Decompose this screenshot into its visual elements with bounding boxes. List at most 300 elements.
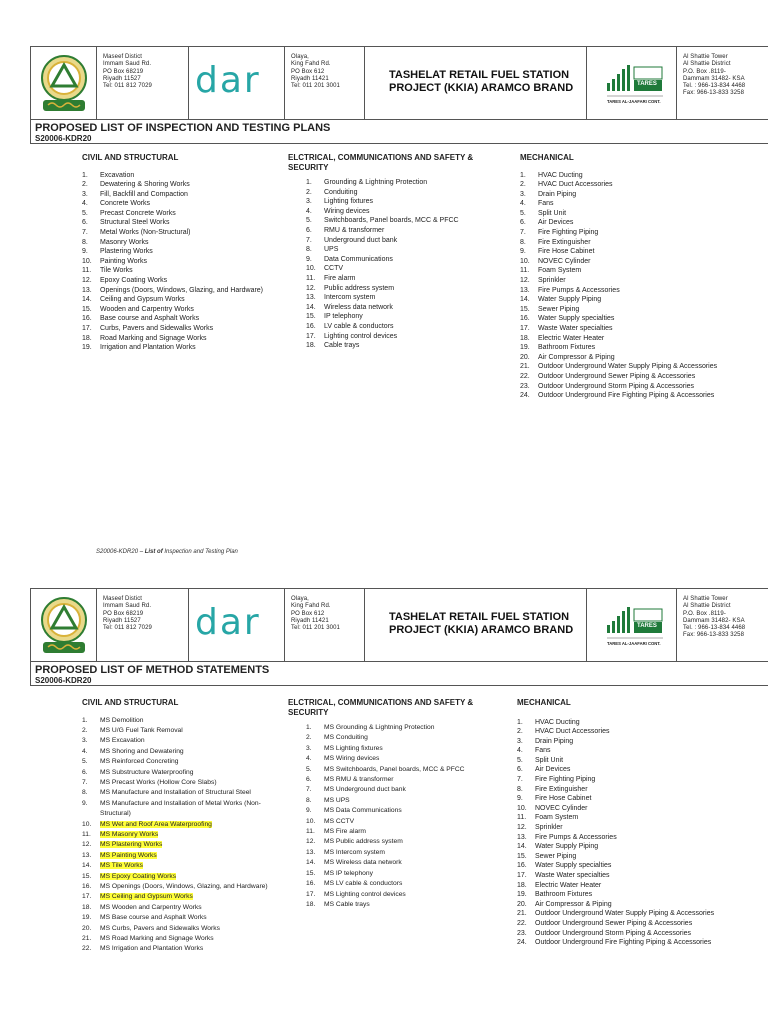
item-text: Painting Works xyxy=(100,257,147,265)
item-text: Fans xyxy=(535,747,551,755)
item-text: Outdoor Underground Fire Fighting Piping & Accessories xyxy=(538,392,715,400)
item-number: 21. xyxy=(520,363,530,371)
address-line: Maseef Distict xyxy=(103,54,143,60)
item-text: LV cable & conductors xyxy=(324,322,394,330)
list-item xyxy=(306,264,498,274)
list-item xyxy=(306,245,498,255)
item-number: 11. xyxy=(517,814,527,822)
list-item xyxy=(82,257,282,267)
item-text: Split Unit xyxy=(538,209,567,217)
electrical-list xyxy=(306,178,498,351)
item-number: 12. xyxy=(517,824,527,832)
item-text: Fire Fighting Piping xyxy=(538,229,599,237)
address-line: Al Shattie District xyxy=(683,61,731,68)
list-item xyxy=(520,180,750,190)
list-title: PROPOSED LIST OF METHOD STATEMENTS xyxy=(35,664,270,676)
tares-logo-text: TARES xyxy=(637,623,657,629)
list-item xyxy=(306,817,498,827)
title-block-header xyxy=(30,46,768,120)
list-item xyxy=(306,754,498,764)
list-item xyxy=(82,820,282,830)
address-line: PO Box 612 xyxy=(291,610,325,617)
list-item xyxy=(82,778,282,788)
item-text: Fire Extinguisher xyxy=(535,785,588,793)
item-number: 12. xyxy=(82,841,92,849)
address-line: Dammam 31482- KSA xyxy=(683,75,745,82)
item-number: 6. xyxy=(306,776,312,784)
item-number: 4. xyxy=(306,755,312,763)
list-item xyxy=(306,226,498,236)
list-item xyxy=(82,218,282,228)
list-item xyxy=(306,848,498,858)
item-text: Water Supply specialties xyxy=(535,862,612,870)
item-number: 4. xyxy=(82,200,88,208)
consultant-address-block xyxy=(285,589,365,661)
item-text: Fire alarm xyxy=(324,274,356,282)
list-item xyxy=(306,312,498,322)
item-number: 2. xyxy=(82,181,88,189)
item-text: Wooden and Carpentry Works xyxy=(100,305,194,313)
item-number: 12. xyxy=(520,277,530,285)
item-number: 14. xyxy=(520,296,530,304)
document-code: S20006-KDR20 xyxy=(35,676,92,685)
list-item xyxy=(306,322,498,332)
item-number: 13. xyxy=(82,286,92,294)
list-item xyxy=(517,823,747,833)
item-text: MS RMU & transformer xyxy=(324,776,394,784)
item-text: Tile Works xyxy=(100,267,133,275)
list-item xyxy=(517,727,747,737)
list-item xyxy=(520,276,750,286)
address-line: Immam Saud Rd. xyxy=(103,61,152,68)
address-line: Tel: 011 201 3001 xyxy=(291,625,340,632)
item-text: NOVEC Cylinder xyxy=(538,257,591,265)
electrical-column xyxy=(288,698,498,910)
item-text: Irrigation and Plantation Works xyxy=(100,344,196,352)
mechanical-heading: MECHANICAL xyxy=(520,153,574,162)
list-item xyxy=(517,929,747,939)
item-text: Wiring devices xyxy=(324,207,370,215)
tashelat-logo-cell xyxy=(31,589,97,661)
list-item xyxy=(520,257,750,267)
page-footer: S20006-KDR20 – List of Inspection and Testing Plan xyxy=(96,549,238,555)
consultant-address-lines xyxy=(285,589,364,632)
item-text: MS Intercom system xyxy=(324,848,385,856)
list-item xyxy=(82,799,282,820)
item-text: Wireless data network xyxy=(324,303,393,311)
item-number: 10. xyxy=(306,817,316,825)
list-item xyxy=(82,324,282,334)
section-title-block xyxy=(30,120,768,144)
item-text: MS Manufacture and Installation of Metal Works (Non-Structural) xyxy=(100,799,261,818)
list-item xyxy=(306,796,498,806)
item-text: Air Devices xyxy=(535,766,571,774)
item-text: Waste Water specialties xyxy=(538,325,613,332)
address-line: Maseef Distict xyxy=(103,596,143,602)
item-number: 6. xyxy=(82,219,88,227)
item-text: Fire Pumps & Accessories xyxy=(538,286,620,294)
list-item xyxy=(82,238,282,248)
item-number: 16. xyxy=(306,322,316,330)
item-number: 16. xyxy=(82,315,92,323)
item-text: Intercom system xyxy=(324,294,376,302)
sheet-inspection-testing-plans xyxy=(30,46,768,555)
list-item xyxy=(82,716,282,726)
item-number: 11. xyxy=(82,830,91,838)
item-text: Metal Works (Non-Structural) xyxy=(100,229,191,237)
list-item xyxy=(306,216,498,226)
item-number: 7. xyxy=(82,778,88,786)
item-text: Drain Piping xyxy=(535,737,574,745)
address-line: Al Shattie Tower xyxy=(683,596,728,602)
list-item xyxy=(82,295,282,305)
item-text: Outdoor Underground Sewer Piping & Accessories xyxy=(538,372,696,380)
tashelat-logo-icon xyxy=(31,47,97,119)
item-text: Epoxy Coating Works xyxy=(100,277,168,285)
tares-logo-icon xyxy=(587,47,677,119)
item-number: 10. xyxy=(82,820,92,828)
list-item xyxy=(82,228,282,238)
list-item xyxy=(82,276,282,286)
item-text: MS Conduiting xyxy=(324,734,368,742)
list-item xyxy=(517,775,747,785)
item-text: Lighting control devices xyxy=(324,332,398,340)
list-item xyxy=(306,236,498,246)
list-item xyxy=(520,199,750,209)
list-item xyxy=(82,934,282,944)
mechanical-heading: MECHANICAL xyxy=(517,698,571,707)
item-text: Outdoor Underground Fire Fighting Piping & Accessories xyxy=(535,939,712,947)
item-number: 13. xyxy=(306,848,316,856)
item-text: MS Openings (Doors, Windows, Glazing, and Hardware) xyxy=(100,883,268,890)
item-number: 18. xyxy=(306,342,316,350)
item-text: MS Excavation xyxy=(100,737,145,745)
list-item xyxy=(82,726,282,736)
item-text: Road Marking and Signage Works xyxy=(100,334,207,342)
project-title-cell xyxy=(365,47,587,119)
item-text: Outdoor Underground Water Supply Piping & Accessories xyxy=(535,910,715,918)
item-number: 10. xyxy=(82,257,92,265)
item-number: 22. xyxy=(517,919,527,927)
list-item xyxy=(82,882,282,892)
address-line: King Fahd Rd. xyxy=(291,61,331,68)
item-text: Concrete Works xyxy=(100,200,151,208)
item-number: 2. xyxy=(517,728,523,736)
list-item xyxy=(520,343,750,353)
civil-heading: CIVIL AND STRUCTURAL xyxy=(82,153,179,162)
project-title: TASHELAT RETAIL FUEL STATION PROJECT (KKIA) ARAMCO BRAND xyxy=(389,69,574,94)
contractor-address-block xyxy=(677,589,768,661)
list-item xyxy=(306,341,498,351)
list-item xyxy=(520,362,750,372)
item-number: 22. xyxy=(82,945,92,953)
item-number: 2. xyxy=(306,188,312,196)
dar-logo: dar xyxy=(195,602,261,643)
item-number: 19. xyxy=(82,344,92,352)
list-item xyxy=(82,913,282,923)
item-text: Bathroom Fixtures xyxy=(538,344,596,352)
item-number: 5. xyxy=(82,209,88,217)
list-item xyxy=(517,871,747,881)
electrical-list xyxy=(306,723,498,910)
item-text: MS Grounding & Lightning Protection xyxy=(324,724,435,731)
item-number: 6. xyxy=(520,219,526,227)
tares-subtitle: TARES AL-JAAFARI CONT. xyxy=(607,99,661,104)
list-item xyxy=(520,247,750,257)
address-line: Immam Saud Rd. xyxy=(103,603,152,610)
item-text: Drain Piping xyxy=(538,190,577,198)
item-text: MS Precast Works (Hollow Core Slabs) xyxy=(100,778,217,786)
list-item xyxy=(306,293,498,303)
item-text: Cable trays xyxy=(324,342,360,350)
item-text: MS Curbs, Pavers and Sidewalks Works xyxy=(100,924,220,932)
item-text: Fire Pumps & Accessories xyxy=(535,833,617,841)
item-number: 18. xyxy=(82,334,92,342)
item-text: Sprinkler xyxy=(538,277,566,285)
item-number: 20. xyxy=(520,353,530,361)
item-text: Air Compressor & Piping xyxy=(538,353,615,361)
item-text: Sewer Piping xyxy=(538,305,580,313)
tares-logo-cell xyxy=(587,47,677,119)
list-item xyxy=(306,900,498,910)
item-text: MS Wireless data network xyxy=(324,859,402,867)
list-item xyxy=(520,314,750,324)
list-item xyxy=(82,199,282,209)
item-text: UPS xyxy=(324,246,339,254)
dar-logo: dar xyxy=(195,60,261,101)
list-item xyxy=(82,747,282,757)
tares-subtitle: TARES AL-JAAFARI CONT. xyxy=(607,641,661,646)
item-number: 3. xyxy=(306,744,312,752)
list-item xyxy=(82,892,282,902)
list-item xyxy=(517,765,747,775)
project-title-cell xyxy=(365,589,587,661)
list-item xyxy=(520,353,750,363)
item-number: 2. xyxy=(520,181,526,189)
item-number: 19. xyxy=(517,891,527,899)
list-item xyxy=(517,813,747,823)
item-number: 17. xyxy=(517,872,527,879)
item-text: MS Tile Works xyxy=(100,862,143,870)
address-line: Dammam 31482- KSA xyxy=(683,617,745,624)
dar-logo-cell xyxy=(189,47,285,119)
item-number: 3. xyxy=(82,737,88,745)
item-text: HVAC Duct Accessories xyxy=(538,181,613,189)
list-item xyxy=(82,851,282,861)
item-number: 7. xyxy=(517,776,523,784)
list-item xyxy=(306,837,498,847)
item-number: 16. xyxy=(517,862,527,870)
item-text: MS Painting Works xyxy=(100,851,157,859)
item-number: 3. xyxy=(517,737,523,745)
item-number: 1. xyxy=(517,718,523,726)
item-text: MS Wet and Roof Area Waterproofing xyxy=(100,820,212,828)
list-item xyxy=(517,852,747,862)
item-number: 9. xyxy=(306,255,312,263)
item-text: MS Ceiling and Gypsum Works xyxy=(100,893,193,901)
address-line: Al Shattie District xyxy=(683,603,731,610)
item-number: 5. xyxy=(82,758,88,766)
item-number: 13. xyxy=(520,286,530,294)
item-text: MS Epoxy Coating Works xyxy=(100,872,177,880)
list-item xyxy=(82,334,282,344)
item-text: MS Manufacture and Installation of Structural Steel xyxy=(100,789,251,797)
list-item xyxy=(520,266,750,276)
list-item xyxy=(306,303,498,313)
item-number: 8. xyxy=(517,785,523,793)
address-line: Riyadh 11527 xyxy=(103,75,141,82)
list-item xyxy=(82,872,282,882)
item-text: Electric Water Heater xyxy=(538,334,605,342)
item-number: 1. xyxy=(82,716,88,724)
list-item xyxy=(520,382,750,392)
tashelat-logo-cell xyxy=(31,47,97,119)
list-item xyxy=(520,218,750,228)
address-line: Olaya, xyxy=(291,54,309,60)
contractor-address-lines xyxy=(677,47,768,98)
list-item xyxy=(82,314,282,324)
address-line: PO Box 68219 xyxy=(103,68,144,75)
civil-list xyxy=(82,716,282,955)
list-item xyxy=(520,295,750,305)
item-text: Water Supply Piping xyxy=(535,843,599,851)
contractor-address-lines xyxy=(677,589,768,640)
item-text: MS Masonry Works xyxy=(100,830,159,838)
item-text: Fire Hose Cabinet xyxy=(538,248,595,256)
item-text: Precast Concrete Works xyxy=(100,209,176,217)
address-line: P.O. Box .8119- xyxy=(683,68,726,75)
item-number: 10. xyxy=(520,257,530,265)
item-text: Conduiting xyxy=(324,188,358,196)
list-item xyxy=(517,842,747,852)
item-number: 1. xyxy=(520,171,526,179)
tares-logo-text: TARES xyxy=(637,81,657,87)
item-number: 8. xyxy=(306,246,312,254)
list-item xyxy=(82,190,282,200)
address-line: Tel. : 966-13-834 4468 xyxy=(683,83,746,90)
item-number: 17. xyxy=(306,332,316,340)
item-number: 12. xyxy=(306,838,316,846)
mechanical-column xyxy=(520,153,750,401)
item-text: Fire Extinguisher xyxy=(538,238,591,246)
list-item xyxy=(306,188,498,198)
item-text: HVAC Ducting xyxy=(538,171,583,179)
item-number: 12. xyxy=(306,284,316,292)
item-text: Underground duct bank xyxy=(324,236,398,244)
item-text: MS Fire alarm xyxy=(324,828,366,836)
list-item xyxy=(82,736,282,746)
title-block-header xyxy=(30,588,768,662)
item-number: 20. xyxy=(517,900,527,908)
item-text: RMU & transformer xyxy=(324,226,385,234)
list-item xyxy=(82,266,282,276)
list-item xyxy=(306,890,498,900)
list-item xyxy=(82,861,282,871)
item-text: Openings (Doors, Windows, Glazing, and Hardware) xyxy=(100,286,264,294)
item-number: 8. xyxy=(306,796,312,804)
mechanical-column xyxy=(517,698,747,948)
list-item xyxy=(517,737,747,747)
item-text: Sewer Piping xyxy=(535,852,577,860)
item-number: 6. xyxy=(82,768,88,776)
item-text: MS Base course and Asphalt Works xyxy=(100,914,207,922)
list-item xyxy=(517,909,747,919)
item-text: MS LV cable & conductors xyxy=(324,880,403,888)
list-item xyxy=(306,274,498,284)
item-number: 4. xyxy=(517,747,523,755)
address-line: Fax: 966-13-833 3258 xyxy=(683,90,745,97)
item-number: 9. xyxy=(82,248,88,256)
address-line: Riyadh 11527 xyxy=(103,617,141,624)
civil-heading: CIVIL AND STRUCTURAL xyxy=(82,698,179,707)
item-number: 5. xyxy=(517,756,523,764)
item-number: 7. xyxy=(306,236,312,244)
item-text: Split Unit xyxy=(535,756,564,764)
client-address-lines xyxy=(97,47,188,90)
address-line: Fax: 966-13-833 3258 xyxy=(683,632,745,639)
list-item xyxy=(306,723,498,733)
item-number: 21. xyxy=(82,935,92,943)
item-text: MS Public address system xyxy=(324,838,403,846)
item-number: 22. xyxy=(520,372,530,380)
item-text: MS Road Marking and Signage Works xyxy=(100,935,214,943)
item-number: 17. xyxy=(520,325,530,332)
tares-logo-cell xyxy=(587,589,677,661)
item-text: HVAC Ducting xyxy=(535,718,580,726)
item-text: Curbs, Pavers and Sidewalks Works xyxy=(100,325,214,332)
item-number: 10. xyxy=(517,804,527,812)
item-text: MS CCTV xyxy=(324,817,355,825)
list-item xyxy=(517,900,747,910)
item-number: 13. xyxy=(306,294,316,302)
item-number: 13. xyxy=(517,833,527,841)
list-item xyxy=(520,209,750,219)
list-item xyxy=(517,919,747,929)
item-number: 18. xyxy=(517,881,527,889)
item-number: 5. xyxy=(306,765,312,773)
item-number: 17. xyxy=(82,325,92,332)
item-number: 15. xyxy=(306,313,316,321)
item-text: MS Lighting control devices xyxy=(324,890,406,898)
list-item xyxy=(82,944,282,954)
mechanical-list xyxy=(520,171,750,401)
item-text: MS Cable trays xyxy=(324,900,370,908)
list-item xyxy=(306,879,498,889)
item-text: IP telephony xyxy=(324,313,363,321)
list-item xyxy=(517,718,747,728)
item-text: MS Irrigation and Plantation Works xyxy=(100,945,204,953)
item-text: Outdoor Underground Storm Piping & Accessories xyxy=(535,929,692,937)
list-item xyxy=(306,806,498,816)
item-number: 14. xyxy=(306,859,316,867)
list-item xyxy=(306,197,498,207)
item-number: 23. xyxy=(517,929,527,937)
item-number: 14. xyxy=(82,296,92,304)
item-text: Ceiling and Gypsum Works xyxy=(100,296,185,304)
item-text: Bathroom Fixtures xyxy=(535,891,593,899)
item-number: 5. xyxy=(306,217,312,225)
item-text: Air Compressor & Piping xyxy=(535,900,612,908)
item-number: 3. xyxy=(520,190,526,198)
item-number: 5. xyxy=(520,209,526,217)
item-text: Waste Water specialties xyxy=(535,872,610,879)
item-text: Fire Hose Cabinet xyxy=(535,795,592,803)
list-item xyxy=(520,228,750,238)
list-item xyxy=(517,890,747,900)
list-item xyxy=(520,324,750,334)
item-text: MS UPS xyxy=(324,796,350,804)
item-number: 7. xyxy=(520,229,526,237)
